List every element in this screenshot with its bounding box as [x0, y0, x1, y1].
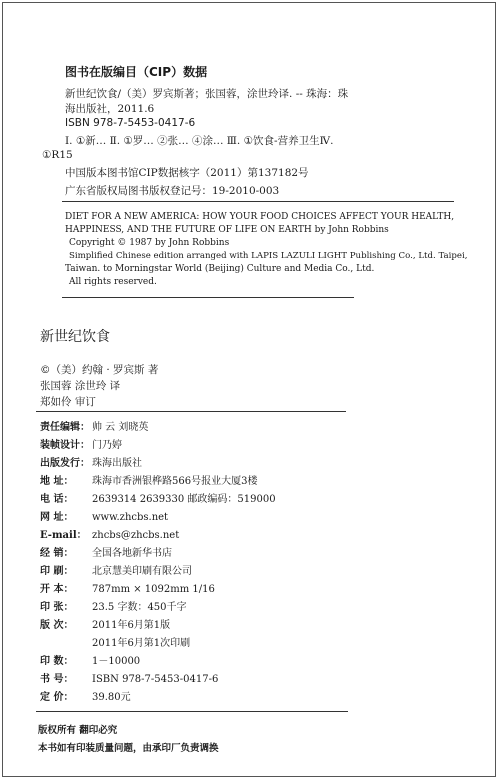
info-row-print-run: 印 数： 1－10000: [40, 656, 141, 667]
rights-reserved: All rights reserved.: [69, 277, 157, 287]
original-title: HAPPINESS, AND THE FUTURE OF LIFE ON EARTH by John Robbins: [65, 225, 389, 235]
rights-statement: 版权所有 翻印必究: [38, 725, 118, 736]
author-credit: ©（美）约翰 · 罗宾斯 著: [40, 364, 159, 376]
cip-line: ①R15: [42, 149, 73, 161]
cip-line: 海出版社，2011.6: [65, 103, 155, 115]
info-row-phone: 电 话： 2639314 2639330 邮政编码：519000: [40, 494, 276, 505]
info-row-website: 网 址： www.zhcbs.net: [40, 512, 169, 523]
info-row-address: 地 址： 珠海市香洲银桦路566号报业大厦3楼: [40, 476, 258, 487]
info-row-printer: 印 刷： 北京慧美印刷有限公司: [40, 566, 192, 577]
cip-data-number: 中国版本图书馆CIP数据核字（2011）第137182号: [65, 167, 309, 179]
info-row-designer: 装帧设计： 门乃婷: [40, 440, 122, 451]
info-row-edition: 版 次： 2011年6月第1版: [40, 620, 171, 631]
cip-isbn: ISBN 978-7-5453-0417-6: [65, 117, 196, 129]
info-row-publisher: 出版发行： 珠海出版社: [40, 458, 142, 469]
translator-credit: 张国蓉 涂世玲 译: [40, 380, 121, 392]
divider: [36, 411, 346, 412]
reviewer-credit: 郑如伶 审订: [40, 396, 96, 408]
copyright-notice: Copyright © 1987 by John Robbins: [69, 238, 230, 248]
book-title: 新世纪饮食: [40, 329, 110, 345]
original-title: DIET FOR A NEW AMERICA: HOW YOUR FOOD CHOICES AFFECT YOUR HEALTH,: [65, 212, 455, 222]
info-row-isbn: 书 号： ISBN 978-7-5453-0417-6: [40, 674, 219, 685]
info-row-email: E-mail： zhcbs@zhcbs.net: [40, 530, 180, 541]
info-row-distributor: 经 销： 全国各地新华书店: [40, 548, 172, 559]
cip-title: 图书在版编目（CIP）数据: [65, 65, 208, 79]
copyright-registration: 广东省版权局图书版权登记号：19-2010-003: [65, 185, 280, 197]
cip-line: 新世纪饮食/（美）罗宾斯著；张国蓉，涂世玲译. -- 珠海：珠: [65, 88, 349, 100]
divider: [62, 297, 354, 298]
cip-line: Ⅰ. ①新… Ⅱ. ①罗… ②张… ④涂… Ⅲ. ①饮食-营养卫生Ⅳ.: [65, 135, 334, 147]
info-row-printing: 2011年6月第1次印刷: [92, 638, 191, 649]
edition-note: Simplified Chinese edition arranged with LAPIS LAZULI LIGHT Publishing Co., Ltd. Taipei,: [69, 251, 468, 261]
quality-notice: 本书如有印装质量问题，由承印厂负责调换: [38, 743, 219, 754]
info-row-format: 开 本： 787mm × 1092mm 1/16: [40, 584, 215, 595]
info-row-editor: 责任编辑： 帅 云 刘晓英: [40, 422, 149, 433]
divider: [36, 711, 348, 712]
edition-note: Taiwan. to Morningstar World (Beijing) Culture and Media Co., Ltd.: [65, 264, 375, 274]
info-row-sheets: 印 张： 23.5 字数：450千字: [40, 602, 187, 613]
divider: [62, 201, 454, 202]
info-row-price: 定 价： 39.80元: [40, 692, 131, 703]
